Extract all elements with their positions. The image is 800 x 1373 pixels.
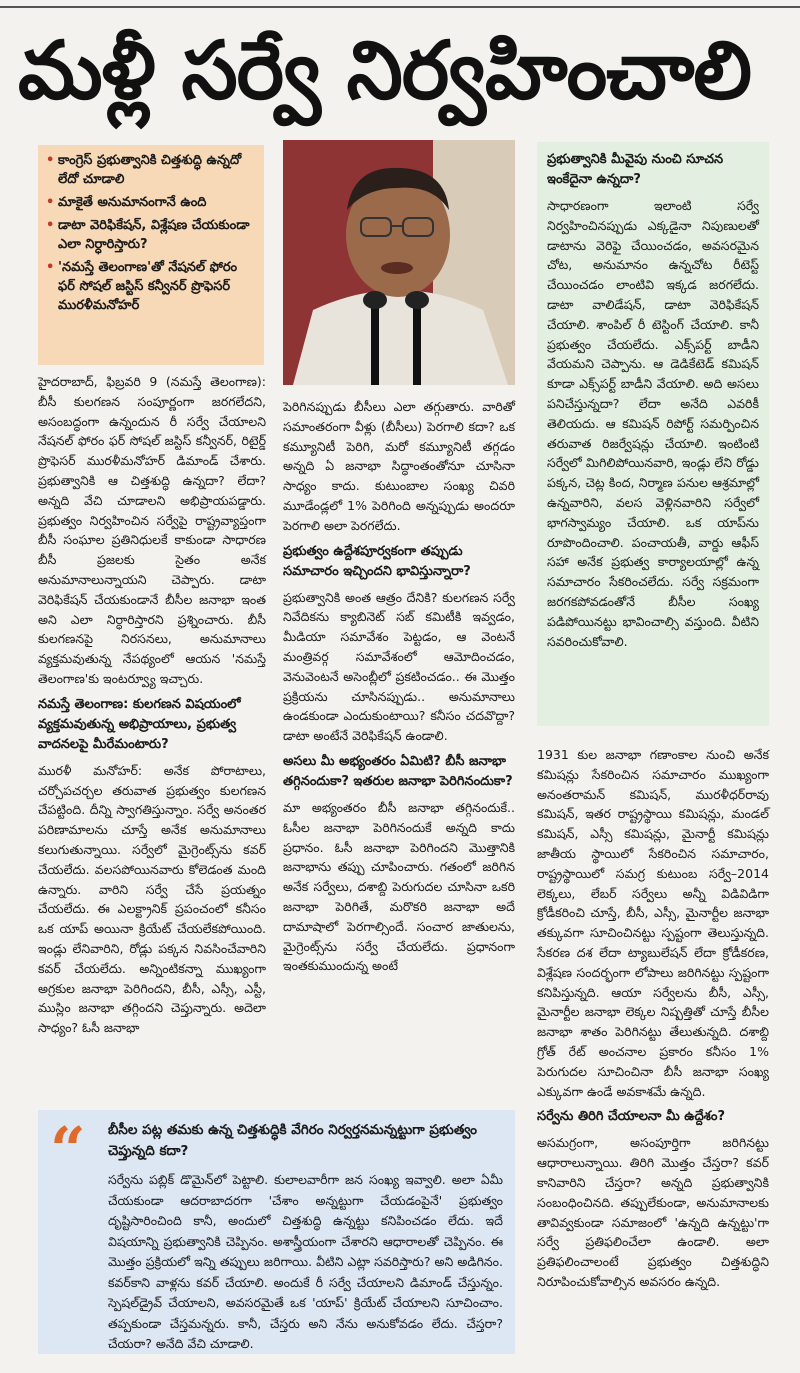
quote-question: బీసీల పట్ల తమకు ఉన్న చిత్తశుద్ధికి వేగిరం నిర్వర్తనమన్నట్టుగా ప్రభుత్వం చెప్తున్నది కదా? (108, 1122, 477, 1159)
pull-quote-box (38, 1110, 515, 1354)
question-1: నమస్తే తెలంగాణ: కులగణన విషయంలో వ్యక్తమవుతున్న అభిప్రాయాలు, ప్రభుత్వ వాదనలపై మీరేమంటారు? (38, 696, 241, 752)
headline: మళ్లీ సర్వే నిర్వహించాలి (18, 24, 752, 117)
suggestion-question: ప్రభుత్వానికి మీవైపు నుంచి సూచన ఇంకేదైనా ఉన్నదా? (547, 152, 724, 187)
column-1 (38, 372, 266, 1038)
highlight-item: • 'నమస్తే తెలంగాణ'తో నేషనల్ ఫోరం ఫర్ సోషల్ జస్టిస్ కన్వీనర్ ప్రొఫెసర్ మురళీమనోహర్ (58, 258, 256, 315)
question-3: అసలు మీ అభ్యంతరం ఏమిటి? బీసీ జనాభా తగ్గినందుకా? ఇతరుల జనాభా పెరిగినందుకా? (283, 753, 513, 789)
answer-3: మా అభ్యంతరం బీసీ జనాభా తగ్గినందుకే.. ఓసీల జనాభా పెరిగినందుకే అన్నది కాదు ప్రధానం. ఓసీ జనాభా పెరిగిందని మొత్తానికి జనాభాను తప్పు చూపించారు. గతంలో జరిగిన అనేక సర్వేలు, దశాబ్ది పెరుగుదల చూసినా ఒకరి జనాభా పెరిగితే, మరొకరి జనాభా అదే దామాషాలో పెరగాల్సిందే. సంచార జాతులను, మైగ్రెంట్స్‌ను సర్వే చేయలేదు. ప్రధానంగా ఇంతకుముందున్న అంటే (283, 799, 515, 974)
quote-mark-icon: “ (50, 1113, 86, 1186)
highlight-item: • డాటా వెరిఫికేషన్, విశ్లేషణ చేయకుండా ఎలా నిర్ధారిస్తారు? (58, 216, 256, 254)
professor-photo-icon (283, 140, 515, 385)
column-2 (283, 397, 515, 976)
highlight-item: • కాంగ్రెస్ ప్రభుత్వానికి చిత్తశుద్ధి ఉన్నదో లేదో చూడాలి (58, 151, 256, 189)
answer-1: మురళీ మనోహర్: అనేక పోరాటాలు, చర్చోపచర్చల తరువాత ప్రభుత్వం కులగణన చేపట్టింది. దీన్ని స్వాగతిస్తున్నాం. సర్వే అనంతర పరిణామాలను చూస్తే అనేక అనుమానాలు కలుగుతున్నాయి. సర్వేలో మైగ్రెంట్స్‌ను కవర్ చేయలేదు. వలసపోయినవారు కోలెడంత మంది ఉన్నారు. వారిని సర్వే చేసే ప్రయత్నం చేయలేదు. ఈ ఎలక్ట్రానిక్ ప్రపంచంలో కనీసం ఒక యాప్ అయినా క్రియేట్ చేయలేకపోయింది. ఇండ్లు లేనివారిని, రోడ్లు పక్కన నివసించేవారిని కవర్ చేయలేదు. అన్నింటికన్నా ముఖ్యంగా అగ్రకుల జనాభా పెరిగిందని, బీసీ, ఎస్సీ, ఎస్టీ, ముస్లిం జనాభా తగ్గిందని చెప్తున్నారు. అదెలా సాధ్యం? ఓసీ జనాభా (38, 762, 266, 1036)
answer-1-continued: పెరిగినప్పుడు బీసీలు ఎలా తగ్గుతారు. వారితో సమాంతరంగా వీళ్లు (బీసీలు) పెరగాలి కదా? ఒక కమ్యూనిటీ పెరిగి, మరో కమ్యూనిటీ తగ్గడం అన్నది ఏ జనాభా సిద్ధాంతంతోనూ చూసినా సాధ్యం కాదు. కుటుంబాల సంఖ్య చివరి మూడేండ్లలో 1% పెరిగింది అన్నప్పుడు అందరూ పెరగాలి అలా పెరగలేదు. (283, 399, 515, 533)
suggestion-box (537, 142, 769, 726)
column-3 (537, 745, 769, 1292)
answer-4: అసమగ్రంగా, అసంపూర్తిగా జరిగినట్టు ఆధారాలున్నాయి. తిరిగి మొత్తం చేస్తరా? కవర్ కానివారిని చేస్తరా? అన్నది ప్రభుత్వానికి సంబంధించినది. తప్పులేకుండా, అనుమానాలకు తావివ్వకుండా సమాజంలో 'ఉన్నది ఉన్నట్టు'గా సర్వే ప్రతిఫలించేలా ఉండాలి. అలా ప్రతిఫలించాలంటే ప్రభుత్వం చిత్తశుద్ధిని నిరూపించుకోవాల్సిన అవసరం ఉన్నది. (537, 1135, 769, 1289)
highlights-box (38, 145, 264, 365)
intro-paragraph: హైదరాబాద్, ఫిబ్రవరి 9 (నమస్తే తెలంగాణ): బీసీ కులగణన సంపూర్ణంగా జరగలేదని, అసంబద్ధంగా ఉన్నందున రీ సర్వే చేయాలని నేషనల్ ఫోరం ఫర్ సోషల్ జస్టిస్ కన్వీనర్, రిటైర్డ్ ప్రొఫెసర్ మురళీమనోహర్ డిమాండ్ చేశారు. ప్రభుత్వానికి ఆ చిత్తశుద్ధి ఉన్నదా? లేదా? అన్నది వేచి చూడాలని అభిప్రాయపడ్డారు. ప్రభుత్వం నిర్వహించిన సర్వేపై రాష్ట్రవ్యాప్తంగా బీసీ సంఘాల ప్రతినిధులకే కాకుండా సాధారణ బీసీ ప్రజలకు సైతం అనేక అనుమానాలున్నాయని చెప్పారు. డాటా వెరిఫికేషన్ చేయకుండానే బీసీల జనాభా ఇంత అని ఎలా నిర్ధారిస్తారని ప్రశ్నించారు. బీసీ కులగణనపై నిరసనలు, అనుమానాలు వ్యక్తమవుతున్న నేపథ్యంలో ఆయన 'నమస్తే తెలంగాణ'కు ఇంటర్వ్యూ ఇచ్చారు. (38, 374, 266, 686)
question-4: సర్వేను తిరిగి చేయాలనా మీ ఉద్దేశం? (537, 1109, 726, 1125)
commissions-paragraph: 1931 కుల జనాభా గణాంకాల నుంచి అనేక కమిషన్లు సేకరించిన సమాచారం ముఖ్యంగా అనంతరామన్ కమిషన్, మురళీధర్‌రావు కమిషన్, ఇతర రాష్ట్రస్థాయి కమిషన్లు, మండల్ కమిషన్, ఎస్సీ కమిషన్లు, మైనార్టీ కమిషన్లు జాతీయ స్థాయిలో సేకరించిన సమాచారం, రాష్ట్రస్థాయిలో సమగ్ర కుటుంబ సర్వే–2014 లెక్కలు, లేబర్ సర్వేలు అన్నీ విడివిడిగా క్రోడీకరించి చూస్తే, బీసీ, ఎస్సీ, మైనార్టీల జనాభా తక్కువగా సూచించినట్టు స్పష్టంగా తెలుస్తున్నది. సేకరణ దశ లేదా ట్యాబులేషన్ లేదా క్రోడీకరణ, విశ్లేషణ సందర్భంగా లోపాలు జరిగినట్టు స్పష్టంగా కనిపిస్తున్నది. ఆయా సర్వేలను బీసీ, ఎస్సీ, మైనార్టీల జనాభా లెక్కల నిష్పత్తితో చూస్తే బీసీల జనాభా శాతం పెరిగినట్టు తేలుతున్నది. దశాబ్ది గ్రోత్ రేట్ అంచనాల ప్రకారం కనీసం 1% పెరుగుదల సూచించినా బీసీ జనాభా సంఖ్య ఎక్కువగా ఉండే అవకాశమే ఉన్నది. (537, 747, 769, 1099)
quote-answer: సర్వేను పబ్లిక్ డొమైన్‌లో పెట్టాలి. కులాలవారీగా జన సంఖ్య ఇవ్వాలి. అలా ఏమీ చేయకుండా ఆదరాబాదరగా 'చేశాం అన్నట్టుగా చేయడంపైనే' ప్రభుత్వం దృష్టిసారించింది కానీ, అందులో చిత్తశుద్ధి ఉన్నట్టు కనిపించడం లేదు. ఇదే విషయాన్ని ప్రభుత్వానికి చెప్పినం. అశాస్త్రీయంగా చేశారని ఆధారాలతో చెప్పినం. ఈ మొత్తం ప్రక్రియలో ఇన్ని తప్పులు జరిగాయి. వీటిని ఎట్లా సవరిస్తారు? అని అడిగినం. కవర్‌కాని వాళ్లను కవర్ చేయాలి. అందుకే రీ సర్వే చేయాలని డిమాండ్ చేస్తున్నం. స్పెషల్‌డ్రైవ్ చేయాలని, అవసరమైతే ఒక 'యాప్' క్రియేట్ చేయాలని సూచించాం. తప్పకుండా చేస్తమన్నరు. కానీ, చేస్తరు అని నేను అనుకోవడం లేదు. చేస్తరా? చేయరా? అనేది వేచి చూడాలి. (108, 1172, 503, 1351)
top-rule (0, 6, 800, 8)
portrait-photo (283, 140, 515, 385)
highlights-list (46, 151, 256, 315)
suggestion-answer: సాధారణంగా ఇలాంటి సర్వే నిర్వహించినప్పుడు ఎక్కడైనా నిపుణులతో డాటాను వెరిఫై చేయించడం, అవసరమైన చోట, అనుమానం ఉన్నచోట రీటెస్ట్ చేయించడం లాంటివి ఇక్కడ జరగలేదు. డాటా వాలిడేషన్, డాటా వెరిఫికేషన్ చేయాలి. శాంపిల్ రీ టెస్టింగ్ చేయాలి. కానీ ప్రభుత్వం చేయలేదు. ఎక్స్‌పర్ట్ బాడీని వేయమని చెప్పాను. ఆ డెడికేటెడ్ కమిషన్ కూడా ఎక్స్‌పర్ట్ బాడీని వేయాలి. అది అసలు పనిచేస్తున్నదా? లేదా అనేది ఎవరికీ తెలియదు. ఆ కమిషన్ రిపోర్ట్ సమర్పించిన తరువాత రిజర్వేషన్లు చేయాలి. ఇంటింటి సర్వేలో మిగిలిపోయినవారి, ఇండ్లు లేని రోడ్డు పక్కన, చెట్ల కింద, నిర్మాణ పనుల ఆశ్రమాల్లో ఉన్నవారిని, వలస వెళ్లినవారిని సర్వేలో భాగస్వామ్యం చేయాలి. ఒక యాప్‌ను రూపొందించాలి. పంచాయతీ, వార్డు ఆఫీస్ సహా అనేక ప్రభుత్వ కార్యాలయాల్లో ఉన్న సమాచారం సేకరించలేదు. సర్వే సక్రమంగా జరగకపోవడంతోనే బీసీల సంఖ్య పడిపోయినట్టు భావించాల్సి వస్తుంది. వీటిని సవరించుకోవాలి. (547, 198, 759, 649)
answer-2: ప్రభుత్వానికి అంత ఆత్రం దేనికి? కులగణన సర్వే నివేదికను క్యాబినెట్ సబ్ కమిటీకి ఇవ్వడం, మీడియా సమావేశం పెట్టడం, ఆ వెంటనే మంత్రివర్గ సమావేశంలో ఆమోదించడం, వెనువెంటనే అసెంబ్లీలో ప్రకటించడం.. ఈ మొత్తం ప్రక్రియను చూసినప్పుడు.. అనుమానాలు ఉండకుండా ఎందుకుంటాయి? కనీసం చదవొద్దా? డాటా అంటేనే వెరిఫికేషన్ ఉండాలి. (283, 589, 515, 744)
highlight-item: • మాకైతే అనుమానంగానే ఉంది (58, 193, 256, 212)
question-2: ప్రభుత్వం ఉద్దేశపూర్వకంగా తప్పుడు సమాచారం ఇచ్చిందని భావిస్తున్నారా? (283, 543, 471, 579)
